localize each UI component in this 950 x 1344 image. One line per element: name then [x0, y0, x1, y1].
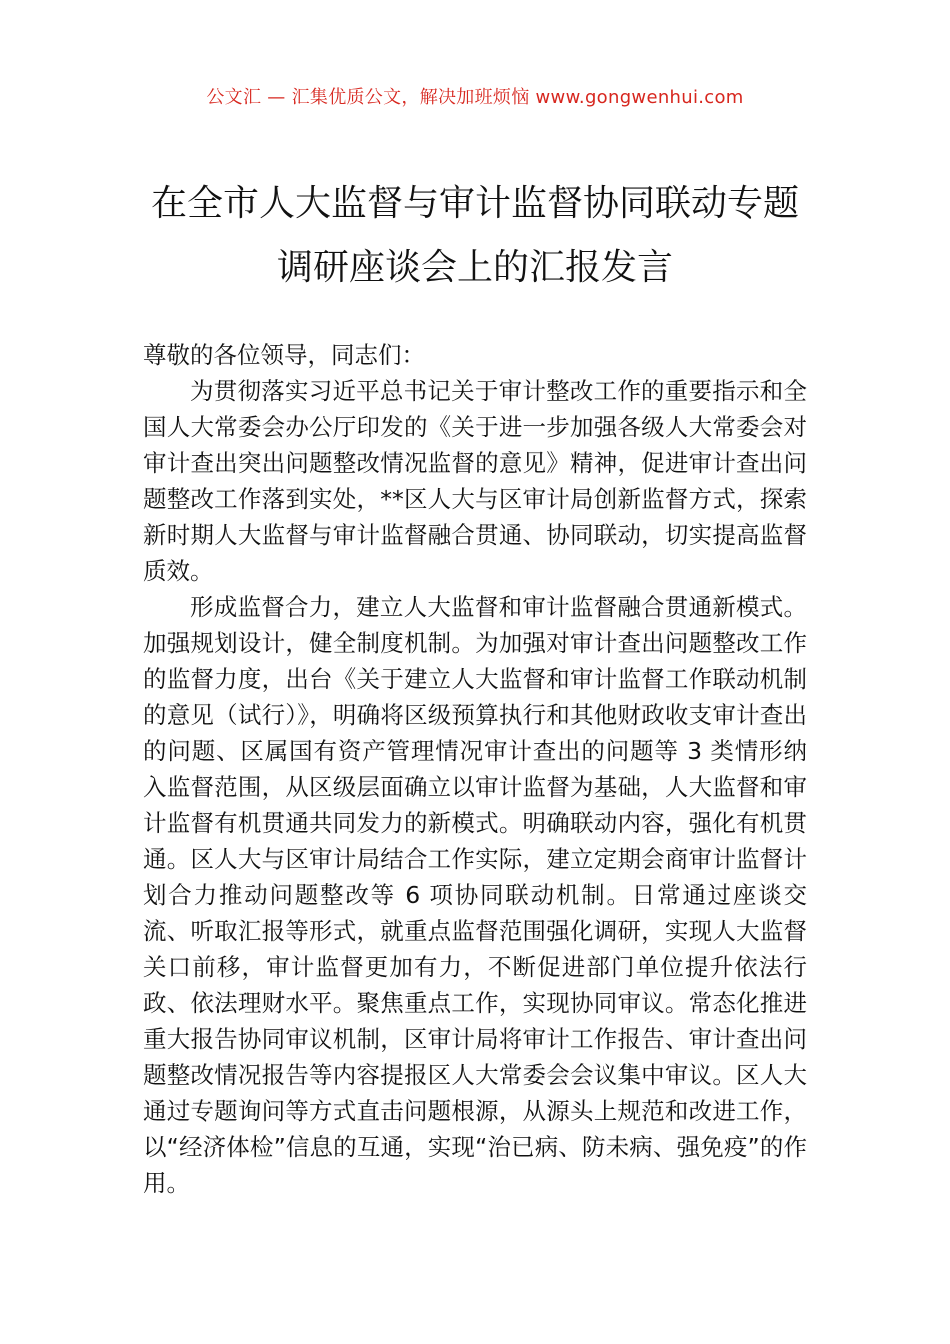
site-banner: 公文汇 — 汇集优质公文，解决加班烦恼 www.gongwenhui.com — [206, 87, 744, 108]
document-title — [110, 172, 840, 300]
paragraph-intro: 为贯彻落实习近平总书记关于审计整改工作的重要指示和全国人大常委会办公厅印发的《关于进一步加强各级人大常委会对审计查出突出问题整改情况监督的意见》精神，促进审计查出问题整改工作落到实处，**区人大与区审计局创新监督方式，探索新时期人大监督与审计监督融合贯通、协同联动，切实提高监督质效。 — [143, 377, 807, 585]
title-line-1: 在全市人大监督与审计监督协同联动专题 — [150, 183, 799, 224]
salutation: 尊敬的各位领导，同志们： — [143, 341, 425, 369]
document-body — [143, 337, 807, 1201]
title-line-2: 调研座谈会上的汇报发言 — [276, 247, 673, 288]
paragraph-joint-supervision: 形成监督合力，建立人大监督和审计监督融合贯通新模式。加强规划设计，健全制度机制。为加强对审计查出问题整改工作的监督力度，出台《关于建立人大监督和审计监督工作联动机制的意见（试行）》，明确将区级预算执行和其他财政收支审计查出的问题、区属国有资产管理情况审计查出的问题等 3 类情形纳入监督范围，从区级层面确立以审计监督为基础，人大监督和审计监督有机贯通共同发力的新模式。明确联动内容，强化有机贯通。区人大与区审计局结合工作实际，建立定期会商审计监督计划合力推动问题整改等 6 项协同联动机制。日常通过座谈交流、听取汇报等形式，就重点监督范围强化调研，实现人大监督关口前移，审计监督更加有力，不断促进部门单位提升依法行政、依法理财水平。聚焦重点工作，实现协同审议。常态化推进重大报告协同审议机制，区审计局将审计工作报告、审计查出问题整改情况报告等内容提报区人大常委会会议集中审议。区人大通过专题询问等方式直击问题根源，从源头上规范和改进工作，以“经济体检”信息的互通，实现“治已病、防未病、强免疫”的作用。 — [143, 593, 807, 1197]
